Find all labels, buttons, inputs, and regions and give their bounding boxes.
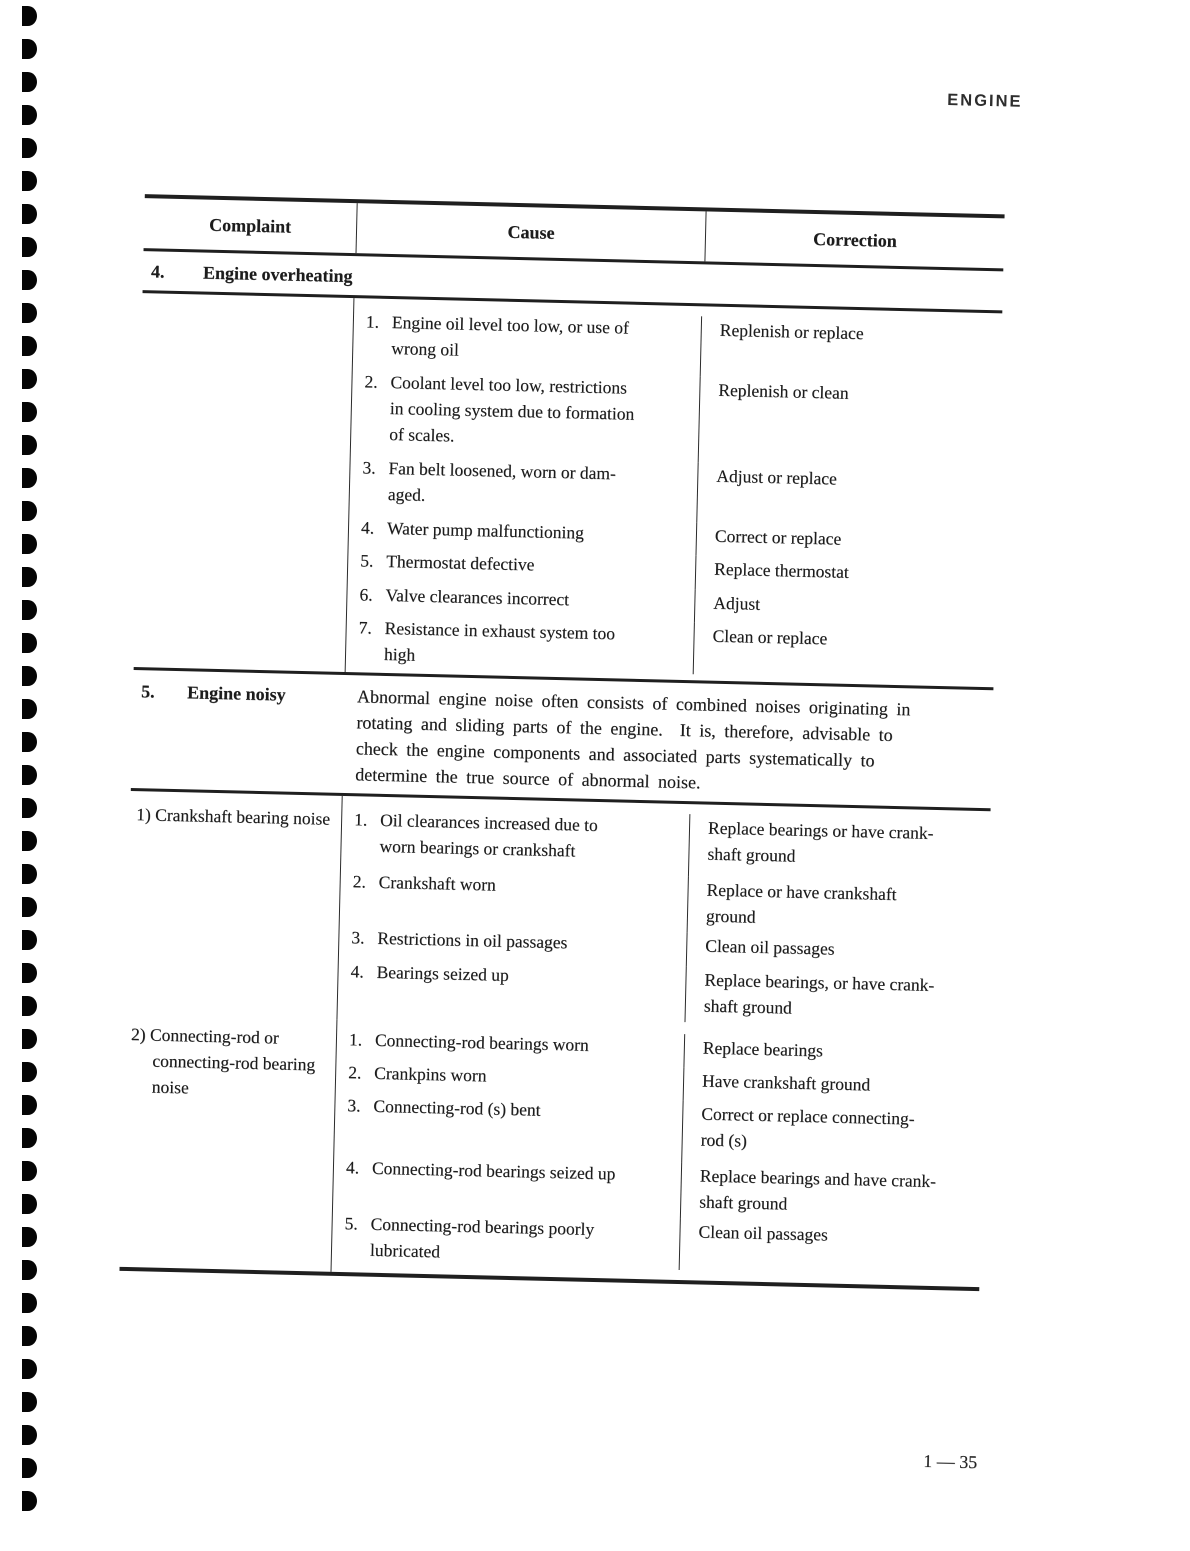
binding-hole	[22, 204, 37, 224]
section-number: 5.	[140, 681, 155, 702]
cause-item-number: 6.	[359, 584, 373, 605]
section-5-title-row	[131, 670, 994, 811]
binding-hole	[22, 138, 37, 158]
troubleshooting-table	[119, 194, 1004, 1291]
binding-hole	[22, 39, 37, 59]
binding-hole	[22, 534, 37, 554]
binding-hole	[22, 765, 37, 785]
binding-hole	[22, 171, 37, 191]
cause-item-number: 1.	[365, 311, 380, 332]
binding-hole	[22, 237, 37, 257]
binding-hole	[22, 369, 37, 389]
cause-item-number: 4.	[350, 961, 364, 982]
cause-item-text: Connecting-rod bearings worn	[374, 1029, 590, 1055]
table-row	[351, 368, 1001, 469]
binding-hole	[22, 435, 37, 455]
binding-hole	[22, 600, 37, 620]
section-title-text: Engine overheating	[202, 262, 353, 286]
binding-hole	[22, 963, 37, 983]
page-header: ENGINE	[947, 91, 1023, 111]
section-5-description: Abnormal engine noise often consists of combined noises originating in rotating and sliding parts of the engine. It is, therefore, advisable to check the engine components and associated parts systematically to determine the true source of abnormal noise.	[354, 686, 911, 793]
binding-hole	[22, 831, 37, 851]
cause-item-number: 5.	[360, 550, 374, 571]
complaint-label: 1) Crankshaft bearing noise	[135, 804, 331, 829]
correction-cell: Replenish or replace	[719, 319, 864, 344]
cause-item-text: Thermostat defective	[386, 550, 535, 575]
binding-hole	[22, 699, 37, 719]
correction-cell: Replace bearings	[702, 1037, 824, 1061]
page-number: 1 — 35	[922, 1450, 978, 1473]
correction-cell: Replace bearings or have crank- shaft ground	[707, 817, 934, 866]
binding-hole	[22, 1260, 37, 1280]
cause-item-text: Bearings seized up	[376, 961, 509, 985]
cause-item-number: 2.	[347, 1062, 362, 1083]
correction-cell: Replace thermostat	[713, 558, 849, 582]
cause-item-number: 1.	[353, 809, 368, 830]
correction-cell: Correct or replace	[714, 525, 842, 549]
correction-cell: Clean or replace	[712, 625, 828, 649]
binding-hole	[22, 1194, 37, 1214]
cause-item-number: 3.	[351, 927, 365, 948]
binding-hole	[22, 1128, 37, 1148]
binding-hole	[22, 1491, 37, 1511]
cause-item-number: 3.	[347, 1095, 361, 1116]
binding-hole	[22, 501, 37, 521]
cause-item-number: 2.	[364, 371, 378, 392]
scanned-page-content	[105, 60, 1039, 1551]
binding-hole	[22, 336, 37, 356]
cause-item-text: Water pump malfunctioning	[386, 517, 585, 543]
binding-hole	[22, 798, 37, 818]
correction-cell: Clean oil passages	[705, 935, 835, 959]
section-4-body	[134, 293, 1003, 690]
binding-hole	[22, 897, 37, 917]
cause-item-number: 5.	[344, 1213, 359, 1234]
cause-item-text: Oil clearances increased due to worn bearings or crankshaft	[379, 809, 599, 861]
correction-cell: Have crankshaft ground	[701, 1070, 871, 1095]
binding-hole	[22, 1029, 37, 1049]
cause-item-text: Restrictions in oil passages	[377, 927, 568, 953]
cause-item-number: 1.	[348, 1029, 363, 1050]
section-4-rows	[346, 298, 1003, 687]
cause-item-text: Coolant level too low, restrictions in cooling system due to formation of scales.	[389, 371, 635, 446]
cause-item-text: Connecting-rod bearings poorly lubricated	[369, 1213, 595, 1262]
subsection-crankshaft-bearing-noise	[125, 791, 990, 1035]
correction-cell: Replace bearings, or have crank- shaft ground	[703, 969, 935, 1018]
cause-item-number: 3.	[362, 457, 376, 478]
section-number: 4.	[150, 260, 165, 282]
binding-hole	[22, 402, 37, 422]
cause-item-number: 4.	[345, 1157, 360, 1178]
binding-hole	[22, 1161, 37, 1181]
binding-hole	[22, 1326, 37, 1346]
binding-hole	[22, 996, 37, 1016]
binding-hole	[22, 1062, 37, 1082]
binding-hole	[22, 633, 37, 653]
binding-hole	[22, 1095, 37, 1115]
binding-hole	[22, 1359, 37, 1379]
binding-hole	[22, 930, 37, 950]
binding-hole	[22, 567, 37, 587]
binding-hole	[22, 270, 37, 290]
cause-item-text: Fan belt loosened, worn or dam- aged.	[387, 457, 617, 505]
correction-cell: Replenish or clean	[718, 379, 849, 403]
binding-hole	[22, 666, 37, 686]
binding-hole	[22, 1458, 37, 1478]
binding-hole	[22, 468, 37, 488]
cause-item-text: Crankshaft worn	[378, 871, 497, 895]
binding-hole	[22, 105, 37, 125]
cause-item-text: Engine oil level too low, or use of wrong oil	[391, 312, 630, 360]
cause-item-number: 2.	[352, 871, 367, 892]
binding-hole	[22, 303, 37, 323]
column-header-cause: Cause	[357, 203, 707, 261]
binding-holes	[22, 6, 37, 1524]
complaint-column-spacer	[134, 293, 355, 672]
correction-cell: Replace or have crankshaft ground	[705, 879, 897, 927]
cause-item-text: Connecting-rod (s) bent	[373, 1095, 541, 1120]
binding-hole	[22, 1392, 37, 1412]
binding-hole	[22, 6, 37, 26]
cause-item-number: 4.	[360, 517, 375, 538]
binding-hole	[22, 1227, 37, 1247]
correction-cell: Correct or replace connecting- rod (s)	[700, 1103, 915, 1151]
correction-cell: Replace bearings and have crank- shaft ground	[699, 1165, 937, 1214]
column-header-complaint: Complaint	[144, 198, 358, 253]
binding-hole	[22, 72, 37, 92]
correction-cell: Adjust or replace	[716, 465, 838, 489]
subsection-connecting-rod-noise	[119, 1015, 985, 1291]
cause-item-text: Resistance in exhaust system too high	[383, 617, 616, 665]
complaint-label: 2) Connecting-rod or connecting-rod bearing noise	[130, 1024, 316, 1098]
cause-item-text: Connecting-rod bearings seized up	[371, 1157, 616, 1184]
cause-item-text: Crankpins worn	[373, 1062, 487, 1086]
binding-hole	[22, 1425, 37, 1445]
section-title-text: Engine noisy	[186, 682, 286, 705]
cause-item-text: Valve clearances incorrect	[385, 584, 570, 610]
binding-hole	[22, 732, 37, 752]
binding-hole	[22, 864, 37, 884]
binding-hole	[22, 1293, 37, 1313]
column-header-correction: Correction	[812, 228, 897, 251]
correction-cell: Clean oil passages	[698, 1221, 829, 1245]
cause-item-number: 7.	[358, 617, 373, 638]
correction-cell: Adjust	[713, 592, 761, 614]
